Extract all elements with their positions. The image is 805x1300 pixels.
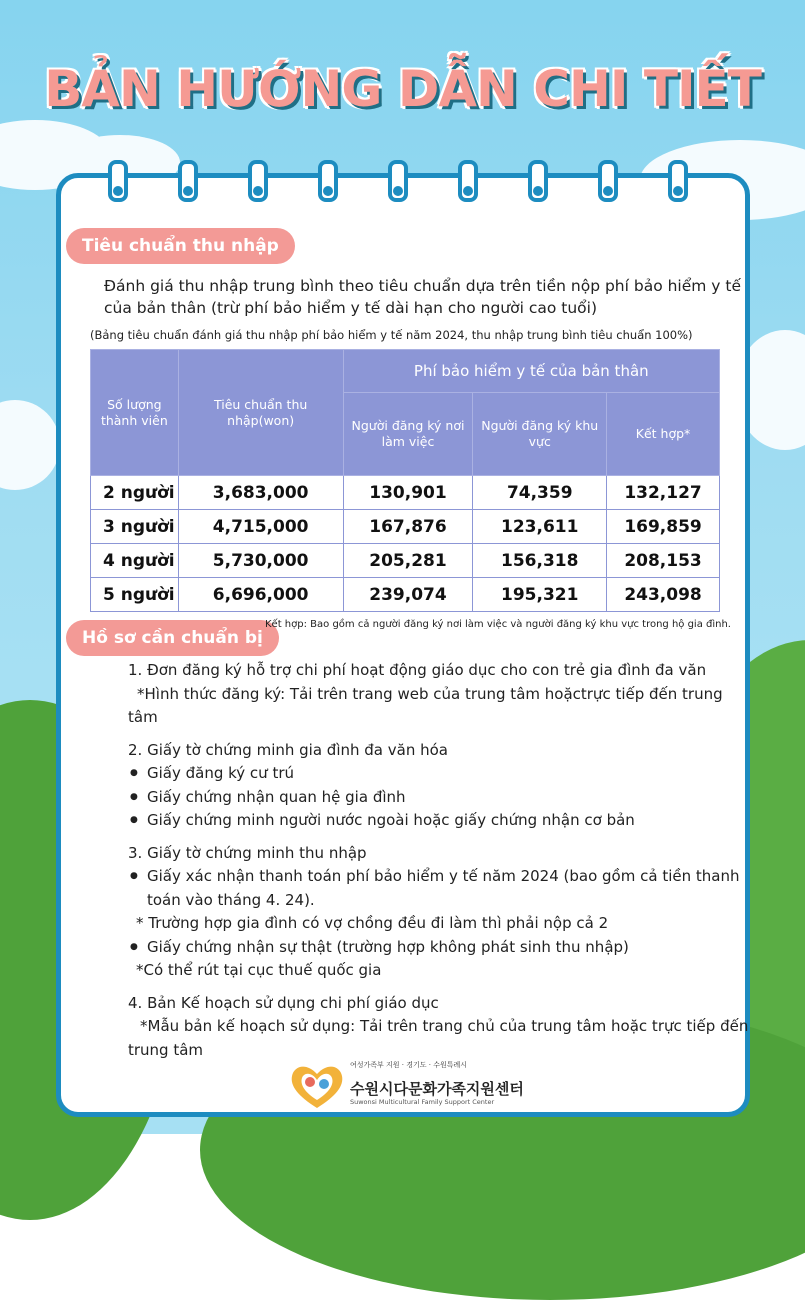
item4-note: *Mẫu bản kế hoạch sử dụng: Tải trên trang chủ của trung tâm hoặc trực tiếp đến trung tâm xyxy=(128,1017,749,1059)
cell-combined: 208,153 xyxy=(607,544,720,578)
binder-ring xyxy=(528,160,548,202)
table-row xyxy=(91,510,720,544)
cell-region: 195,321 xyxy=(473,578,607,612)
table-caption: (Bảng tiêu chuẩn đánh giá thu nhập phí bảo hiểm y tế năm 2024, thu nhập trung bình tiêu chuẩn 100%) xyxy=(90,328,693,342)
logo-sponsors: 여성가족부 지원 · 경기도 · 수원특례시 xyxy=(350,1061,468,1069)
item3-note1: * Trường hợp gia đình có vợ chồng đều đi làm thì phải nộp cả 2 xyxy=(136,914,609,932)
center-logo xyxy=(288,1058,548,1112)
cell-workplace: 239,074 xyxy=(343,578,473,612)
cell-combined: 243,098 xyxy=(607,578,720,612)
list-item: ● Giấy xác nhận thanh toán phí bảo hiểm y tế năm 2024 (bao gồm cả tiền thanh toán vào tháng 4. 24). xyxy=(128,865,753,912)
logo-center-name-en: Suwonsi Multicultural Family Support Center xyxy=(350,1098,495,1106)
header-members: Số lượng thành viên xyxy=(91,350,179,476)
documents-list xyxy=(128,659,753,1062)
logo-center-name: 수원시다문화가족지원센터 xyxy=(350,1080,524,1098)
binder-ring xyxy=(248,160,268,202)
table-row xyxy=(91,544,720,578)
table-row xyxy=(91,476,720,510)
item1-note: *Hình thức đăng ký: Tải trên trang web của trung tâm hoặctrực tiếp đến trung tâm xyxy=(128,684,723,726)
binder-ring xyxy=(108,160,128,202)
income-table xyxy=(90,349,720,612)
item2-title: 2. Giấy tờ chứng minh gia đình đa văn hóa xyxy=(128,740,448,759)
list-item: ● Giấy đăng ký cư trú xyxy=(128,762,753,786)
item3-title: 3. Giấy tờ chứng minh thu nhập xyxy=(128,843,367,862)
page-title: BẢN HƯỚNG DẪN CHI TIẾT xyxy=(44,60,761,118)
binder-ring xyxy=(598,160,618,202)
header-insurance-group: Phí bảo hiểm y tế của bản thân xyxy=(343,350,719,393)
binder-ring xyxy=(178,160,198,202)
income-description: Đánh giá thu nhập trung bình theo tiêu chuẩn dựa trên tiền nộp phí bảo hiểm y tế của bản thân (trừ phí bảo hiểm y tế dài hạn cho người cao tuổi) xyxy=(104,277,742,317)
item1-title: 1. Đơn đăng ký hỗ trợ chi phí hoạt động giáo dục cho con trẻ gia đình đa văn xyxy=(128,661,707,679)
cell-workplace: 205,281 xyxy=(343,544,473,578)
binder-ring xyxy=(458,160,478,202)
item3-note2: *Có thể rút tại cục thuế quốc gia xyxy=(136,961,382,979)
item4-title: 4. Bản Kế hoạch sử dụng chi phí giáo dục xyxy=(128,993,439,1012)
binder-ring xyxy=(668,160,688,202)
cell-income: 6,696,000 xyxy=(178,578,343,612)
header-income: Tiêu chuẩn thu nhập(won) xyxy=(178,350,343,476)
list-item: ● Giấy chứng nhận sự thật (trường hợp không phát sinh thu nhập) xyxy=(128,936,753,960)
cell-members: 5 người xyxy=(91,578,179,612)
cell-workplace: 130,901 xyxy=(343,476,473,510)
cell-income: 3,683,000 xyxy=(178,476,343,510)
table-footnote: Kết hợp: Bao gồm cả người đăng ký nơi làm việc và người đăng ký khu vực trong hộ gia đình. xyxy=(265,619,731,630)
cell-members: 3 người xyxy=(91,510,179,544)
table-row xyxy=(91,578,720,612)
binder-ring xyxy=(318,160,338,202)
cell-members: 4 người xyxy=(91,544,179,578)
list-item: ● Giấy chứng minh người nước ngoài hoặc giấy chứng nhận cơ bản xyxy=(128,809,753,833)
cell-members: 2 người xyxy=(91,476,179,510)
cell-combined: 169,859 xyxy=(607,510,720,544)
cell-income: 5,730,000 xyxy=(178,544,343,578)
income-section-heading: Tiêu chuẩn thu nhập xyxy=(66,228,295,264)
cell-workplace: 167,876 xyxy=(343,510,473,544)
heart-logo-icon xyxy=(288,1058,346,1112)
documents-section-heading: Hồ sơ cần chuẩn bị xyxy=(66,620,279,656)
cell-income: 4,715,000 xyxy=(178,510,343,544)
cell-region: 123,611 xyxy=(473,510,607,544)
binder-ring xyxy=(388,160,408,202)
header-region: Người đăng ký khu vực xyxy=(473,393,607,476)
cell-combined: 132,127 xyxy=(607,476,720,510)
header-workplace: Người đăng ký nơi làm việc xyxy=(343,393,473,476)
cell-region: 74,359 xyxy=(473,476,607,510)
header-combined: Kết hợp* xyxy=(607,393,720,476)
cell-region: 156,318 xyxy=(473,544,607,578)
list-item: ● Giấy chứng nhận quan hệ gia đình xyxy=(128,786,753,810)
